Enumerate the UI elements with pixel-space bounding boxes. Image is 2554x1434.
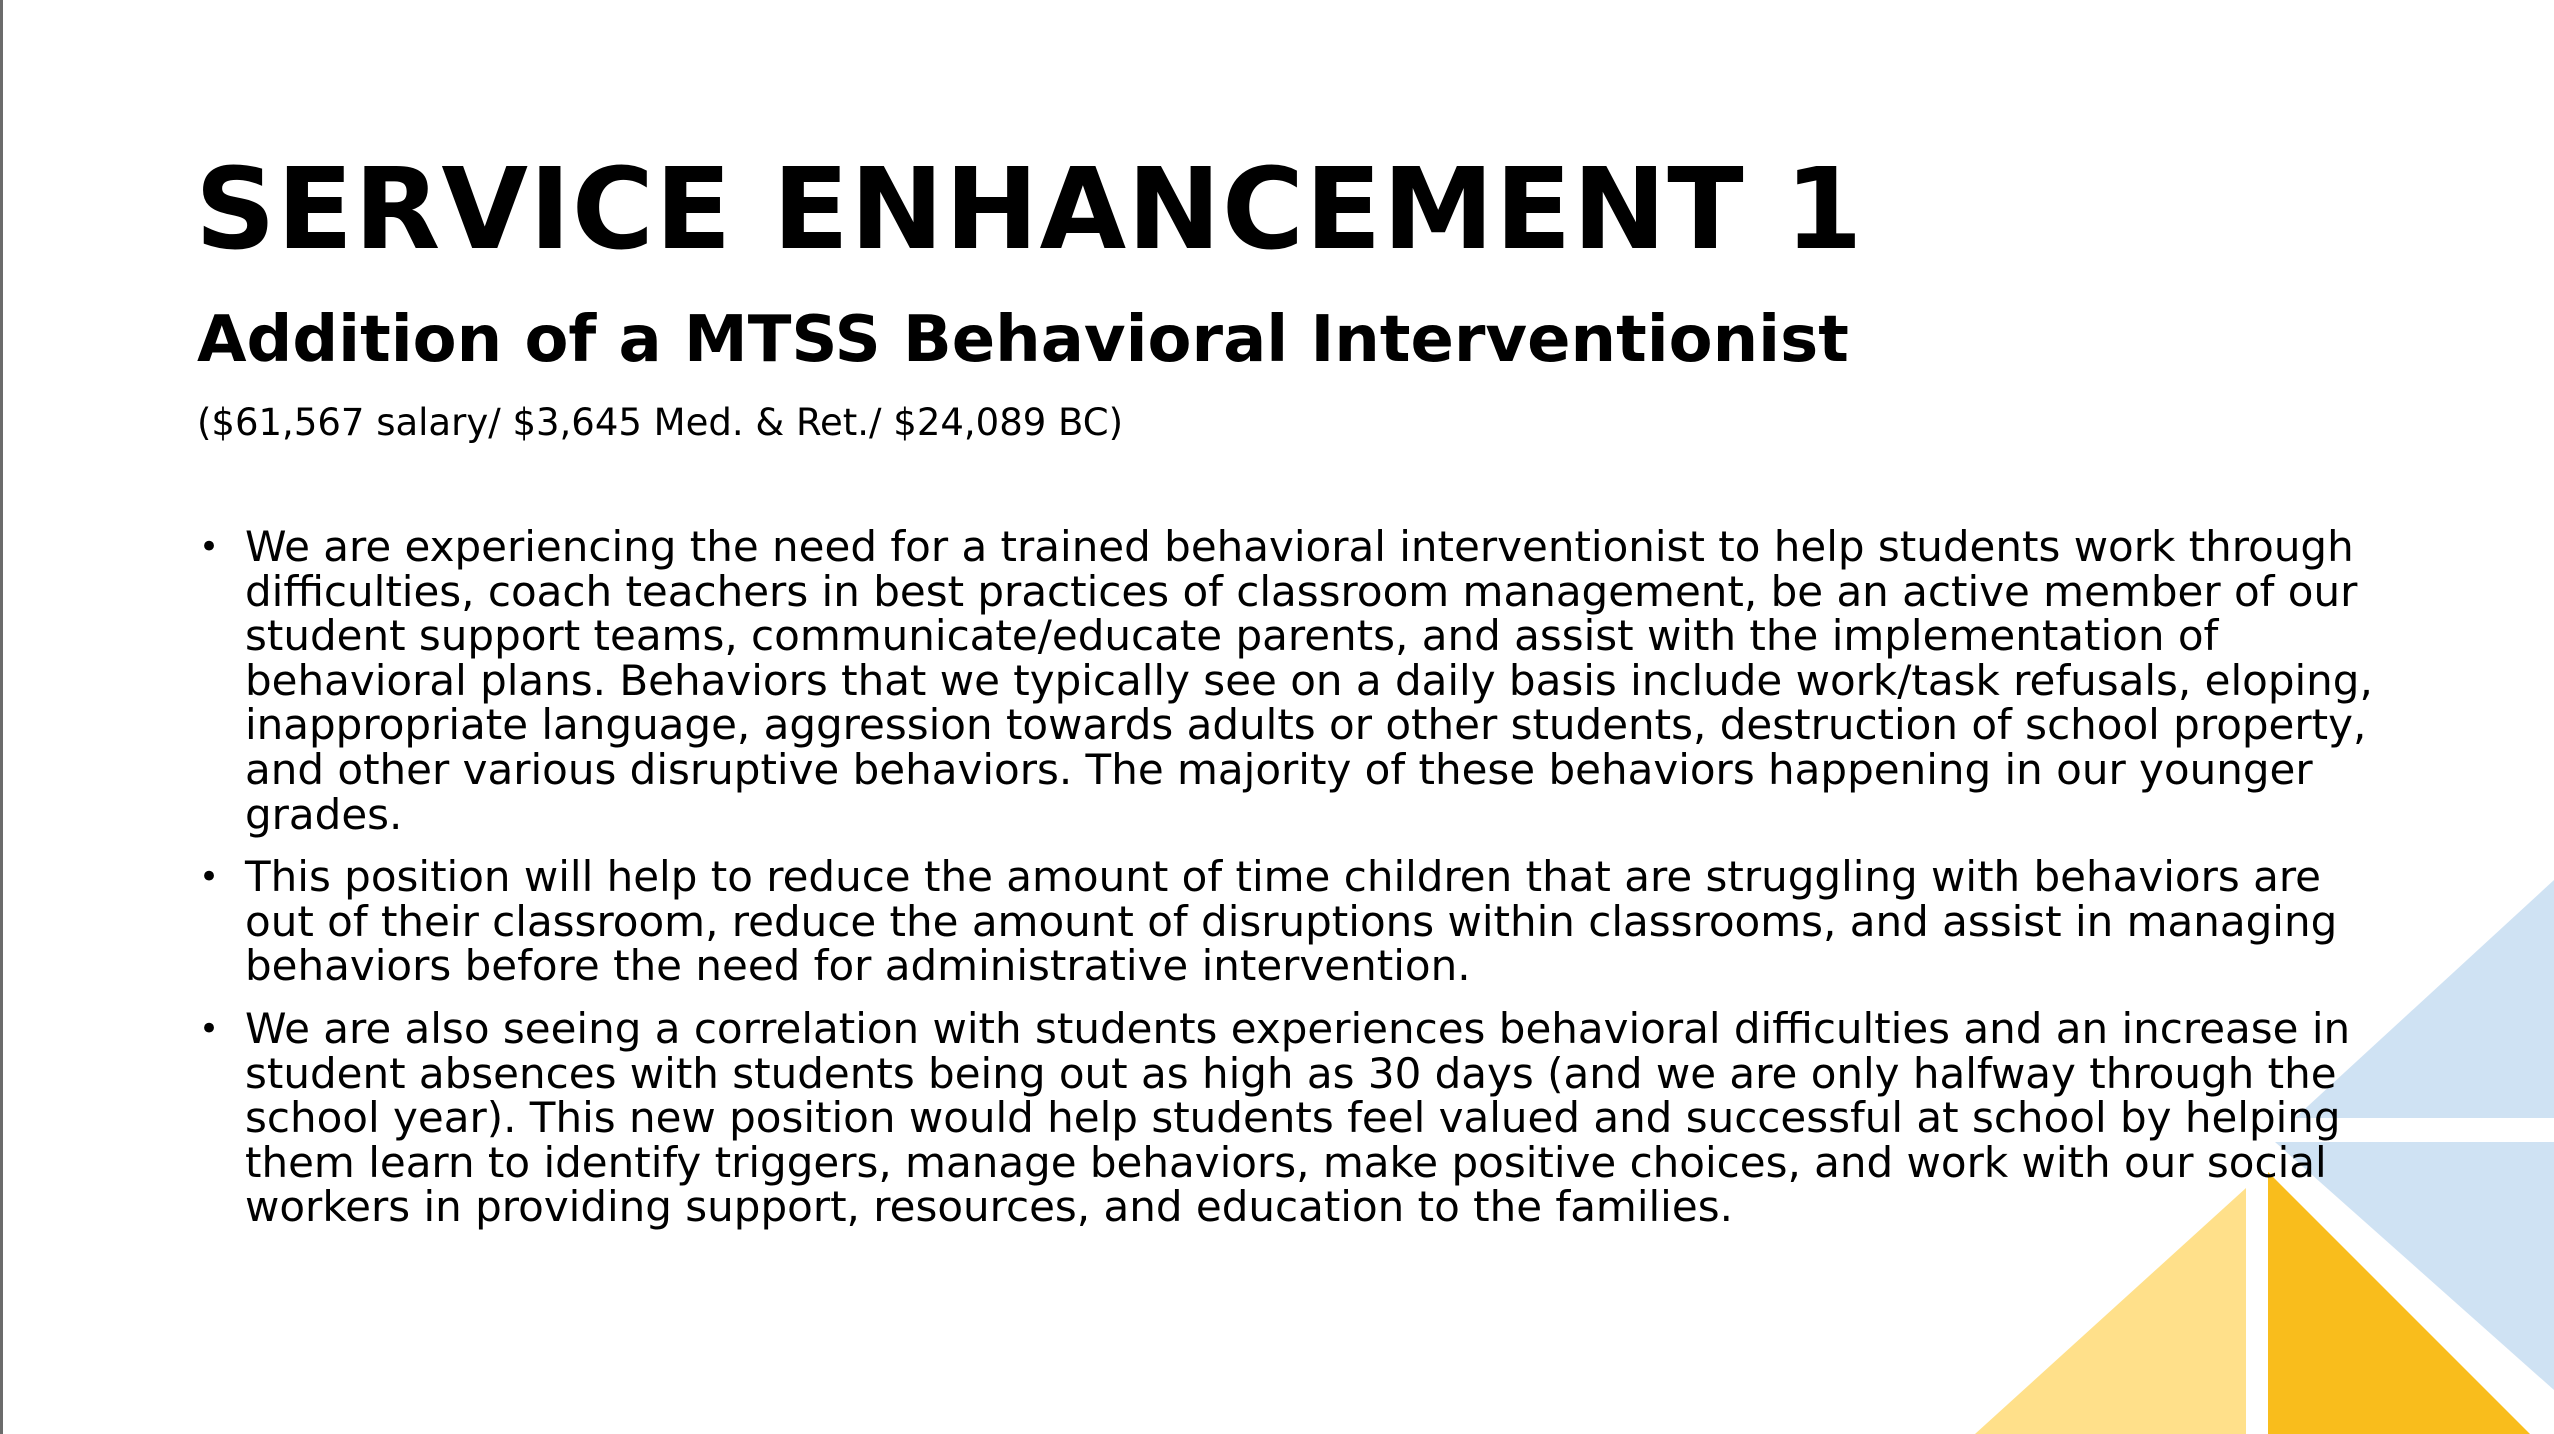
cost-breakdown: ($61,567 salary/ $3,645 Med. & Ret./ $24,089 BC) <box>197 401 1124 444</box>
bullet-list <box>195 522 2375 1248</box>
bullet-text: We are experiencing the need for a trained behavioral interventionist to help students work through difficulties, coach teachers in best practices of classroom management, be an active member of our student support teams, communicate/educate parents, and assist with the implementation of behavioral plans. Behaviors that we typically see on a daily basis include work/task refusals, eloping, inappropriate language, aggression towards adults or other students, destruction of school property, and other various disruptive behaviors. The majority of these behaviors happening in our younger grades. <box>245 522 2373 839</box>
bullet-text: This position will help to reduce the amount of time children that are struggling with behaviors are out of their classroom, reduce the amount of disruptions within classrooms, and assist in managing behaviors before the need for administrative intervention. <box>245 852 2338 991</box>
bullet-dot: • <box>199 1008 220 1049</box>
bullet-item-absences <box>195 1003 2375 1232</box>
bullet-text: We are also seeing a correlation with students experiences behavioral difficulties and an increase in student absences with students being out as high as 30 days (and we are only halfway through the school year). This new position would help students feel valued and successful at school by helping them learn to identify triggers, manage behaviors, make positive choices, and work with our social workers in providing support, resources, and education to the families. <box>245 1003 2351 1232</box>
bullet-dot: • <box>199 527 220 567</box>
slide-subtitle: Addition of a MTSS Behavioral Interventionist <box>197 303 1849 377</box>
bullet-dot: • <box>199 857 220 898</box>
slide-title: SERVICE ENHANCEMENT 1 <box>195 145 1864 275</box>
bullet-item-need <box>195 522 2375 839</box>
bullet-item-reduce-time <box>195 852 2375 991</box>
